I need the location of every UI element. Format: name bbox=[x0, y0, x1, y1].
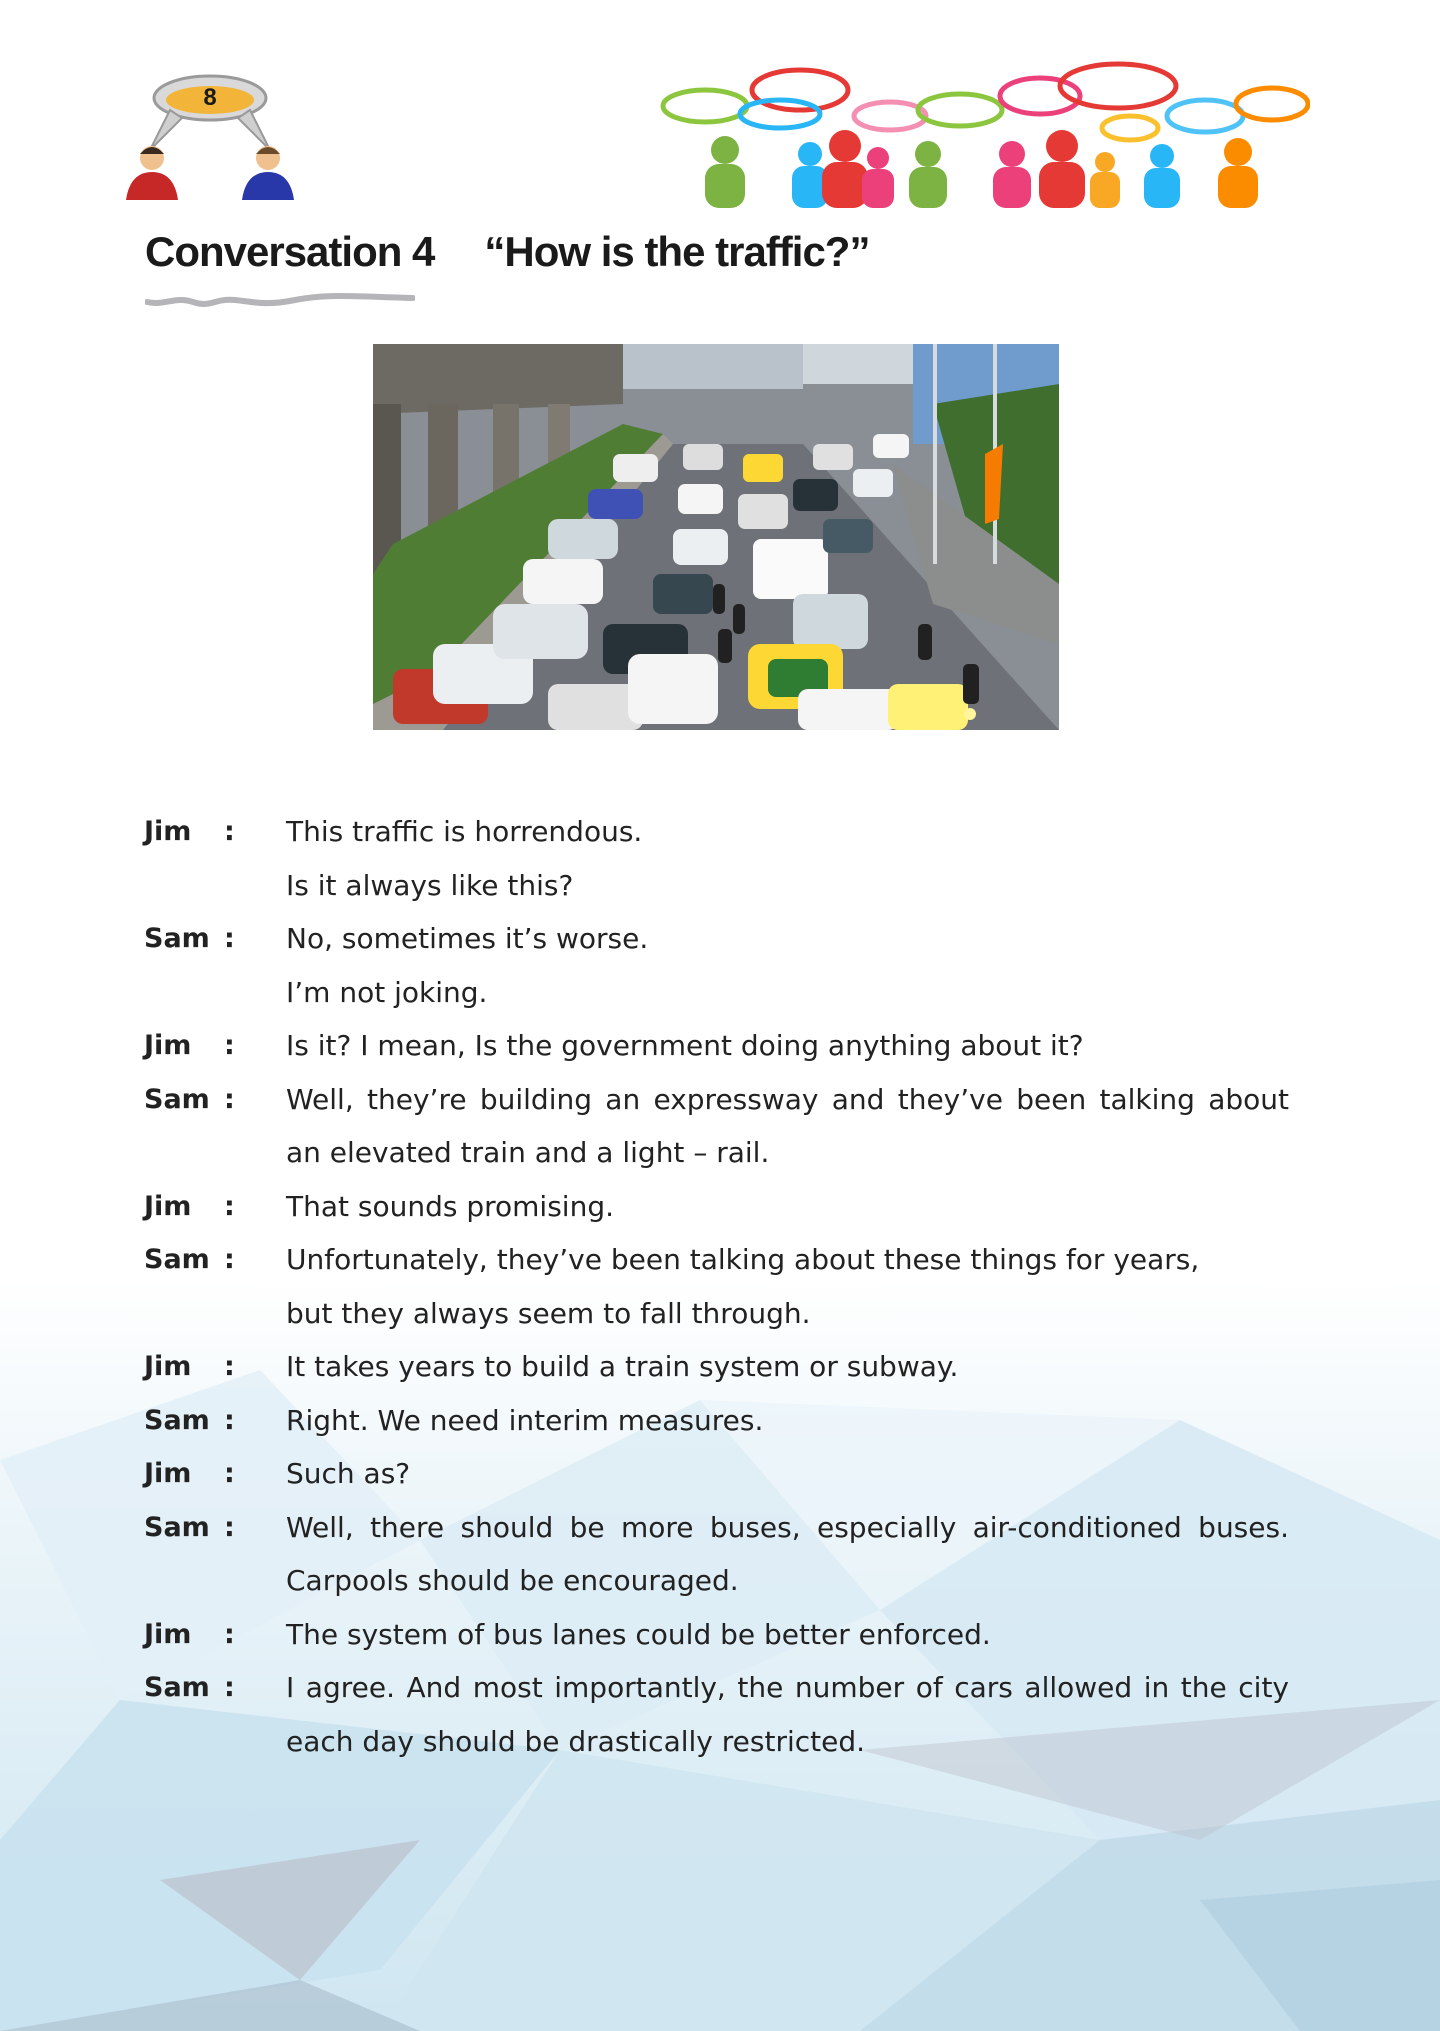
dialogue-turn bbox=[144, 1501, 1289, 1608]
speech-line: each day should be drastically restricted. bbox=[286, 1724, 866, 1758]
speaker-name: Sam bbox=[144, 1511, 210, 1543]
dialogue bbox=[144, 805, 1289, 1768]
title-underline-squiggle bbox=[145, 290, 415, 312]
speaker-name: Jim bbox=[144, 1030, 192, 1061]
speaker-name: Sam bbox=[144, 1404, 210, 1436]
conversation-label: Conversation 4 bbox=[145, 228, 435, 275]
speech-lines bbox=[286, 1180, 1289, 1234]
dialogue-turn bbox=[144, 1233, 1289, 1340]
speech-line: Right. We need interim measures. bbox=[286, 1403, 764, 1437]
traffic-jam-photo bbox=[373, 344, 1059, 730]
speaker-name: Jim bbox=[144, 816, 192, 847]
speaker-colon: : bbox=[224, 1030, 235, 1061]
speech-line: It takes years to build a train system or subway. bbox=[286, 1350, 959, 1383]
speech-line: Is it always like this? bbox=[286, 868, 574, 902]
speaker-name: Sam bbox=[144, 1672, 210, 1703]
speech-lines bbox=[286, 912, 1289, 1019]
speech-lines bbox=[286, 1019, 1289, 1073]
speech-lines bbox=[286, 1447, 1289, 1501]
speaker-colon: : bbox=[224, 1244, 235, 1275]
dialogue-turn bbox=[144, 1180, 1289, 1234]
speech-lines bbox=[286, 1394, 1289, 1448]
speaker-colon: : bbox=[224, 1511, 235, 1543]
dialogue-turn bbox=[144, 1340, 1289, 1394]
speech-lines bbox=[286, 1233, 1289, 1340]
speech-line: I agree. And most importantly, the number of cars allowed in the city bbox=[286, 1671, 1289, 1704]
speaker-colon: : bbox=[224, 1458, 235, 1489]
speaker-colon: : bbox=[224, 1190, 235, 1222]
speaker-colon: : bbox=[224, 1083, 235, 1115]
speaker-colon: : bbox=[224, 1618, 235, 1650]
speaker-name: Jim bbox=[144, 1190, 192, 1222]
speaker-name: Jim bbox=[144, 1618, 192, 1650]
speech-line: No, sometimes it’s worse. bbox=[286, 922, 649, 955]
speech-line: That sounds promising. bbox=[286, 1189, 615, 1223]
speaker-name: Jim bbox=[144, 1458, 192, 1489]
dialogue-turn bbox=[144, 1019, 1289, 1073]
speech-line: I’m not joking. bbox=[286, 975, 488, 1009]
conversation-title: “How is the traffic?” bbox=[484, 228, 870, 275]
dialogue-turn bbox=[144, 805, 1289, 912]
crowd-speech-bubbles-illustration bbox=[660, 58, 1310, 208]
conversation-heading bbox=[145, 228, 869, 276]
dialogue-turn bbox=[144, 912, 1289, 1019]
speech-lines bbox=[286, 805, 1289, 912]
speech-line: an elevated train and a light – rail. bbox=[286, 1136, 770, 1169]
speaker-name: Jim bbox=[144, 1351, 192, 1382]
speaker-colon: : bbox=[224, 816, 235, 847]
dialogue-turn bbox=[144, 1073, 1289, 1180]
dialogue-turn bbox=[144, 1447, 1289, 1501]
speech-lines bbox=[286, 1073, 1289, 1180]
speech-line: This traffic is horrendous. bbox=[286, 815, 643, 848]
dialogue-turn bbox=[144, 1394, 1289, 1448]
speaker-colon: : bbox=[224, 923, 235, 954]
speech-lines bbox=[286, 1340, 1289, 1394]
speech-line: but they always seem to fall through. bbox=[286, 1296, 811, 1330]
speaker-colon: : bbox=[224, 1351, 235, 1382]
speech-line: Well, they’re building an expressway and they’ve been talking about bbox=[286, 1082, 1289, 1116]
speaker-name: Sam bbox=[144, 923, 210, 954]
dialogue-turn bbox=[144, 1661, 1289, 1768]
speaker-name: Sam bbox=[144, 1083, 210, 1115]
dialogue-turn bbox=[144, 1608, 1289, 1662]
speech-line: Well, there should be more buses, especially air-conditioned buses. bbox=[286, 1510, 1289, 1544]
speech-line: The system of bus lanes could be better enforced. bbox=[286, 1617, 991, 1651]
speech-lines bbox=[286, 1661, 1289, 1768]
speech-line: Is it? I mean, Is the government doing anything about it? bbox=[286, 1029, 1084, 1062]
speaker-colon: : bbox=[224, 1404, 235, 1436]
speaker-name: Sam bbox=[144, 1244, 210, 1275]
speech-lines bbox=[286, 1501, 1289, 1608]
speech-line: Such as? bbox=[286, 1457, 411, 1490]
page-number: 8 bbox=[203, 84, 217, 111]
speech-lines bbox=[286, 1608, 1289, 1662]
speech-line: Unfortunately, they’ve been talking about these things for years, bbox=[286, 1243, 1200, 1276]
speaker-colon: : bbox=[224, 1672, 235, 1703]
speech-line: Carpools should be encouraged. bbox=[286, 1564, 739, 1597]
